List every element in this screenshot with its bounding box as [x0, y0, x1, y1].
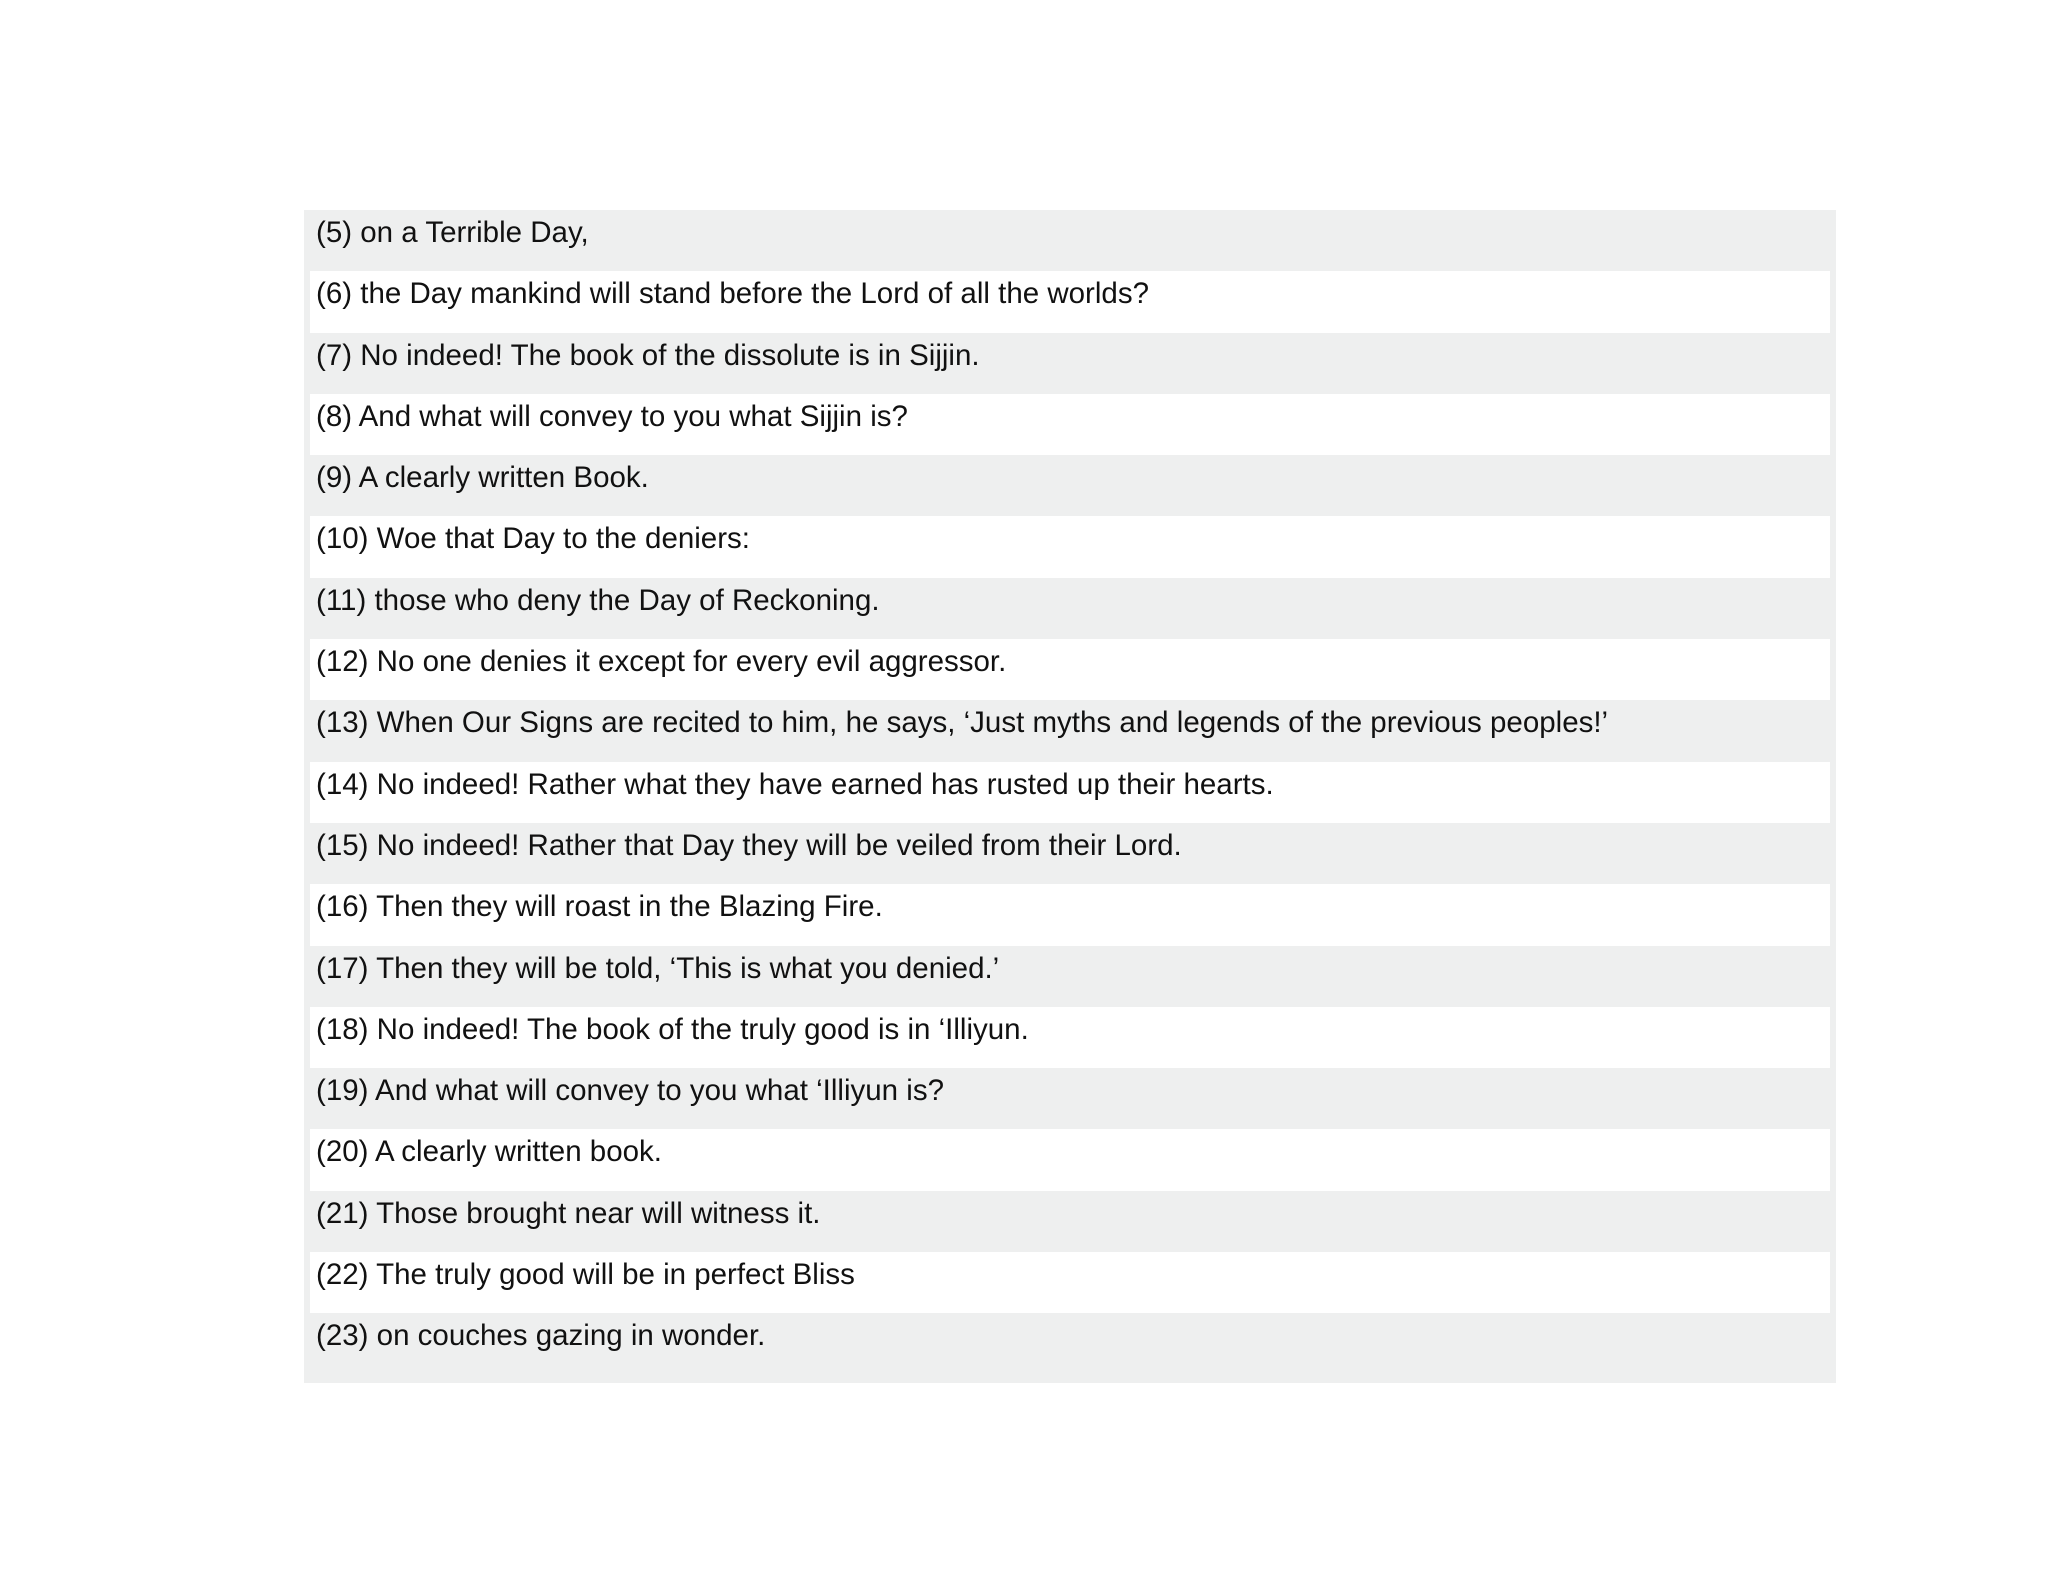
verse-row-8: (8) And what will convey to you what Sijjin is?: [310, 394, 1830, 455]
verse-row-5: (5) on a Terrible Day,: [310, 210, 1830, 271]
verse-row-21: (21) Those brought near will witness it.: [310, 1191, 1830, 1252]
verse-row-15: (15) No indeed! Rather that Day they will be veiled from their Lord.: [310, 823, 1830, 884]
verse-row-16: (16) Then they will roast in the Blazing Fire.: [310, 884, 1830, 945]
verse-row-22: (22) The truly good will be in perfect Bliss: [310, 1252, 1830, 1313]
verse-row-17: (17) Then they will be told, ‘This is what you denied.’: [310, 946, 1830, 1007]
verse-table: [304, 210, 1836, 1383]
verse-row-19: (19) And what will convey to you what ‘Illiyun is?: [310, 1068, 1830, 1129]
verse-row-6: (6) the Day mankind will stand before the Lord of all the worlds?: [310, 271, 1830, 332]
verse-row-11: (11) those who deny the Day of Reckoning.: [310, 578, 1830, 639]
verse-row-7: (7) No indeed! The book of the dissolute is in Sijjin.: [310, 333, 1830, 394]
verse-row-9: (9) A clearly written Book.: [310, 455, 1830, 516]
verse-row-12: (12) No one denies it except for every evil aggressor.: [310, 639, 1830, 700]
verse-row-18: (18) No indeed! The book of the truly good is in ‘Illiyun.: [310, 1007, 1830, 1068]
verse-row-10: (10) Woe that Day to the deniers:: [310, 516, 1830, 577]
verse-row-20: (20) A clearly written book.: [310, 1129, 1830, 1190]
verse-row-13: (13) When Our Signs are recited to him, he says, ‘Just myths and legends of the previous peoples!’: [310, 700, 1830, 761]
verse-row-23: (23) on couches gazing in wonder.: [310, 1313, 1830, 1383]
verse-row-14: (14) No indeed! Rather what they have earned has rusted up their hearts.: [310, 762, 1830, 823]
